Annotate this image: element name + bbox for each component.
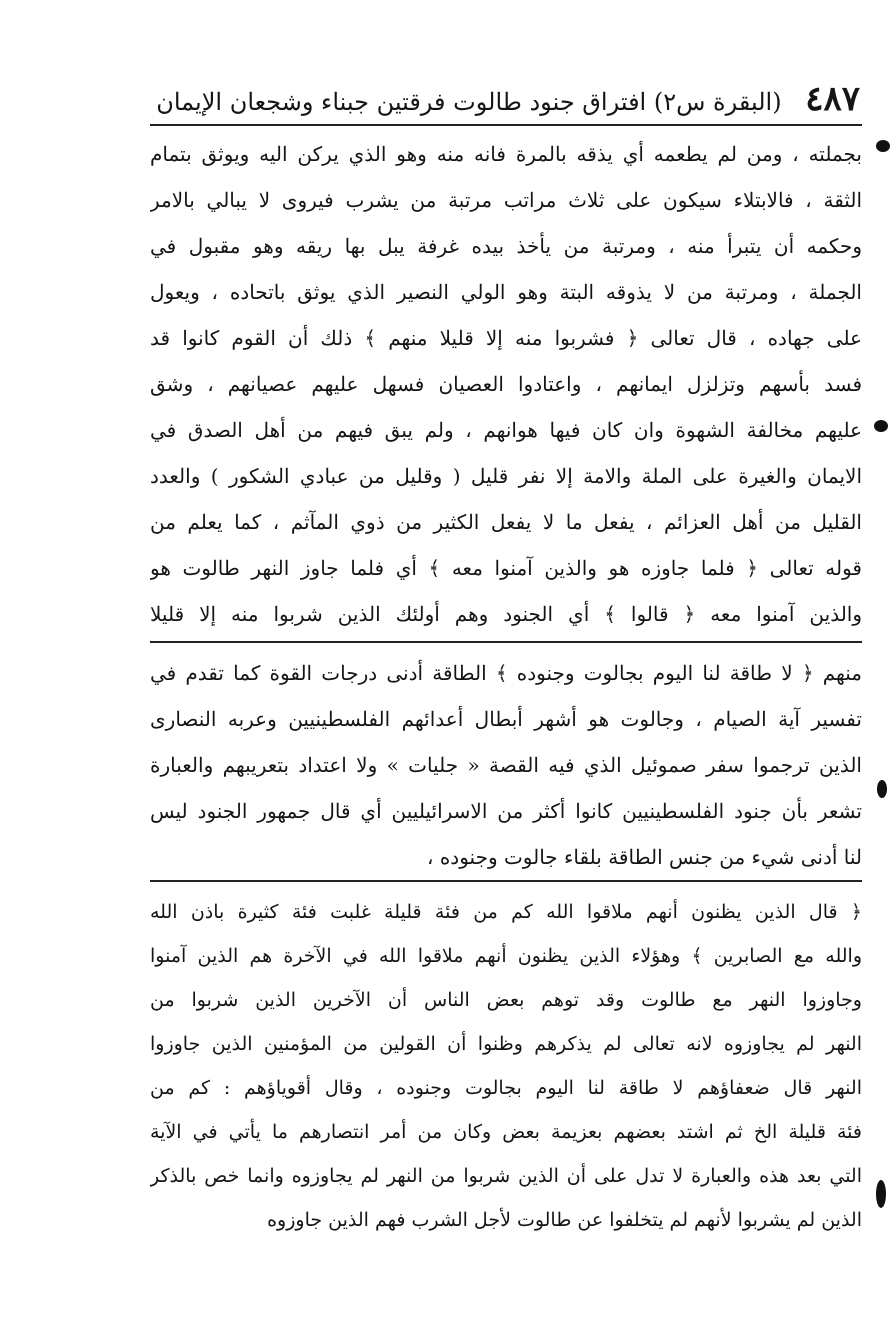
text-line: الذين لم يشربوا لأنهم لم يتخلفوا عن طالوت لأجل الشرب فهم الذين جاوزوه [267, 1209, 862, 1231]
commentary-block-3 [150, 890, 862, 1242]
commentary-block-1 [150, 131, 862, 637]
text-line: التي بعد هذه والعبارة لا تدل على أن الذين شربوا من النهر لم يجاوزوه وانما خص بالذكر [150, 1165, 862, 1187]
text-line: النهر قال ضعفاؤهم لا طاقة لنا اليوم بجالوت وجنوده ، وقال أقوياؤهم : كم من [150, 1077, 862, 1099]
text-line: ﴿ قال الذين يظنون أنهم ملاقوا الله كم من فئة قليلة غلبت فئة كثيرة باذن الله [150, 901, 862, 923]
text-line: وحكمه أن يتبرأ منه ، ومرتبة من يأخذ بيده غرفة يبل بها ريقه وهو مقبول في [150, 234, 862, 258]
text-line: الايمان والغيرة على الملة والامة إلا نفر قليل ( وقليل من عبادي الشكور ) والعدد [150, 464, 862, 488]
running-title: (البقرة س٢) افتراق جنود طالوت فرقتين جبناء وشجعان الإيمان [156, 88, 782, 116]
text-line: قوله تعالى ﴿ فلما جاوزه هو والذين آمنوا معه ﴾ أي فلما جاوز النهر طالوت هو [150, 556, 862, 580]
text-line: النهر لم يجاوزوه لانه تعالى لم يذكرهم وظنوا أن القولين من المؤمنين الذين جاوزوا [150, 1033, 862, 1055]
text-line: منهم ﴿ لا طاقة لنا اليوم بجالوت وجنوده ﴾ الطاقة أدنى درجات القوة كما تقدم في [150, 661, 862, 685]
commentary-block-2 [150, 650, 862, 880]
text-line: على جهاده ، قال تعالى ﴿ فشربوا منه إلا قليلا منهم ﴾ ذلك أن القوم كانوا قد [150, 326, 862, 350]
scan-mark [877, 780, 887, 798]
section-rule [150, 641, 862, 643]
text-line: الذين ترجموا سفر صموئيل الذي فيه القصة « جليات » ولا اعتداد بتعريبهم والعبارة [150, 753, 862, 777]
page-number: ٤٨٧ [805, 79, 860, 119]
header-rule [150, 124, 862, 126]
text-line: عليهم مخالفة الشهوة وان كان فيها هوانهم ، ولم يبق فيهم من أهل الصدق في [150, 418, 862, 442]
text-line: الثقة ، فالابتلاء سيكون على ثلاث مراتب مرتبة من يشرب فيروى لا يبالي بالامر [150, 188, 862, 212]
text-line: وجاوزوا النهر مع طالوت وقد توهم بعض الناس أن الآخرين الذين شربوا من [150, 989, 862, 1011]
text-line: فئة قليلة الخ ثم اشتد بعضهم بعزيمة بعض وكان من أمر انتصارهم ما يأتي في الآية [150, 1121, 862, 1143]
scan-mark [876, 1180, 886, 1208]
text-line: لنا أدنى شيء من جنس الطاقة بلقاء جالوت وجنوده ، [427, 845, 862, 869]
footnote-rule [150, 880, 862, 882]
text-line: الجملة ، ومرتبة من لا يذوقه البتة وهو الولي النصير الذي يوثق باتحاده ، ويعول [150, 280, 862, 304]
text-line: والله مع الصابرين ﴾ وهؤلاء الذين يظنون أنهم ملاقوا الله في الآخرة هم الذين آمنوا [150, 945, 862, 967]
scan-mark [874, 420, 888, 432]
text-line: فسد بأسهم وتزلزل ايمانهم ، واعتادوا العصيان فسهل عليهم عصيانهم ، وشق [150, 372, 862, 396]
text-line: القليل من أهل العزائم ، يفعل ما لا يفعل الكثير من ذوي المآثم ، كما يعلم من [150, 510, 862, 534]
text-line: والذين آمنوا معه ﴿ قالوا ﴾ أي الجنود وهم أولئك الذين شربوا منه إلا قليلا [150, 602, 862, 626]
scan-mark [876, 140, 890, 152]
text-line: تشعر بأن جنود الفلسطينيين كانوا أكثر من الاسرائيليين أي قال جمهور الجنود ليس [150, 799, 862, 823]
text-line: تفسير آية الصيام ، وجالوت هو أشهر أبطال أعدائهم الفلسطينيين وعربه النصارى [150, 707, 862, 731]
text-line: بجملته ، ومن لم يطعمه أي يذقه بالمرة فانه منه وهو الذي يركن اليه ويوثق بتمام [150, 142, 862, 166]
page-header [150, 78, 860, 120]
